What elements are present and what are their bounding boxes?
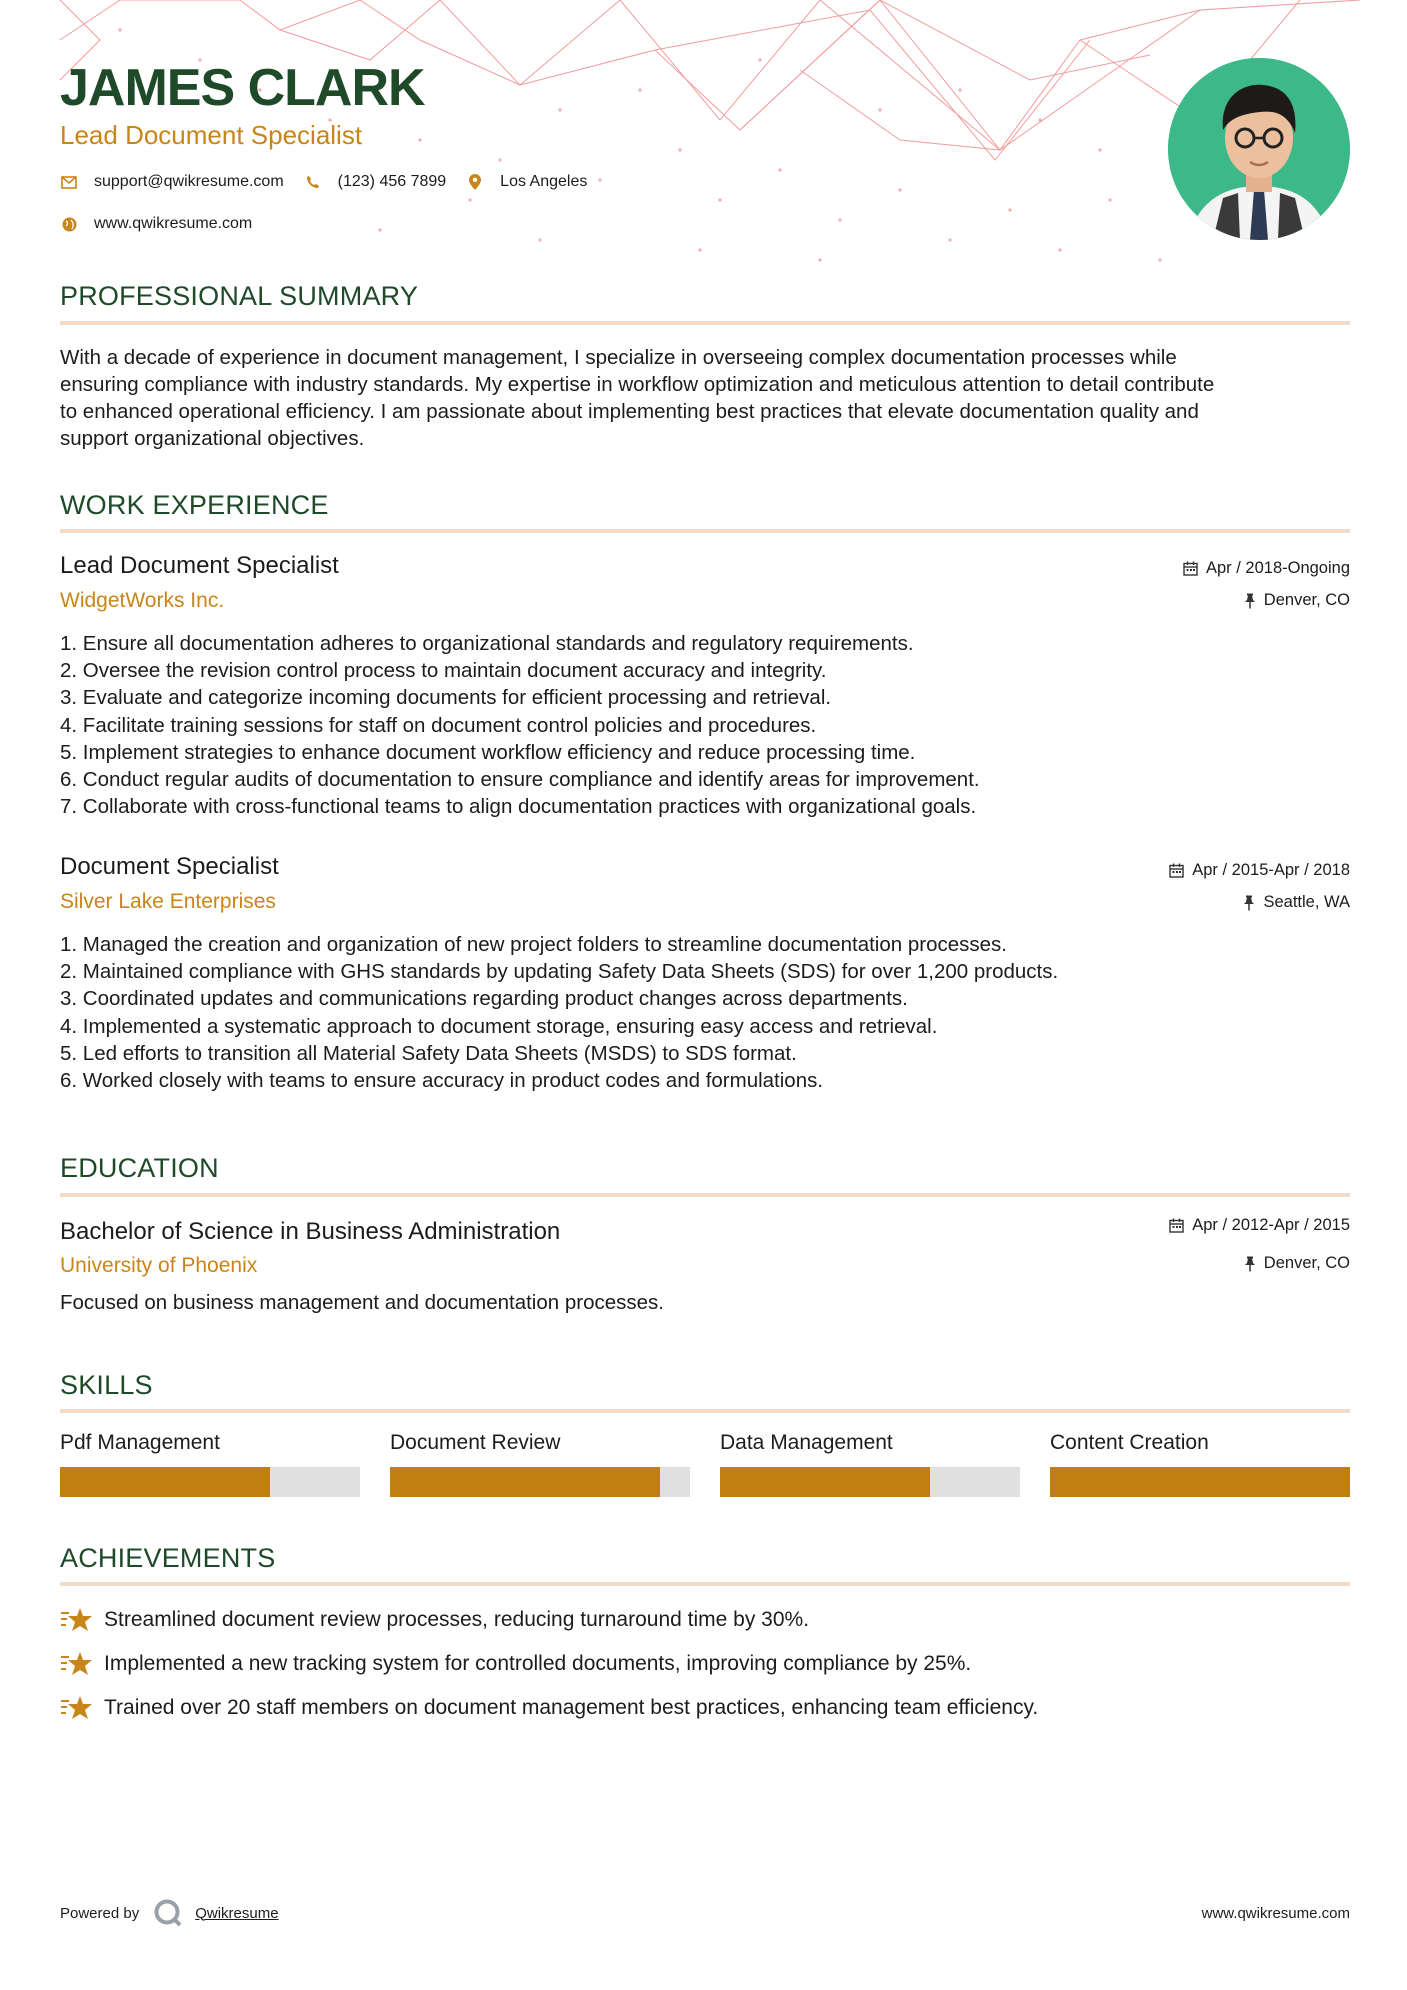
star-icon bbox=[60, 1605, 94, 1635]
list-item: 4. Facilitate training sessions for staff on document control policies and procedures. bbox=[60, 713, 817, 737]
location-text: Seattle, WA bbox=[1263, 893, 1350, 911]
list-item: 7. Collaborate with cross-functional teams to align documentation practices with organizational goals. bbox=[60, 795, 977, 819]
list-item: 1. Ensure all documentation adheres to organizational standards and regulatory requirements. bbox=[60, 632, 914, 655]
section-title-skills: SKILLS bbox=[60, 1370, 153, 1400]
section-divider bbox=[60, 1582, 1350, 1586]
map-pin-icon bbox=[466, 173, 484, 191]
achievement-text: Implemented a new tracking system for controlled documents, improving compliance by 25%. bbox=[104, 1652, 972, 1675]
skill-bar-fill bbox=[60, 1467, 270, 1497]
skill-bar bbox=[720, 1467, 1020, 1497]
footer-powered-by bbox=[60, 1898, 279, 1928]
contact-phone[interactable] bbox=[304, 173, 447, 191]
achievement-item bbox=[60, 1605, 809, 1635]
skill-bar bbox=[60, 1467, 360, 1497]
job-dates bbox=[1183, 559, 1350, 578]
job-title: Document Specialist bbox=[60, 853, 279, 880]
job-location bbox=[1244, 591, 1350, 610]
dates-text: Apr / 2012-Apr / 2015 bbox=[1192, 1216, 1350, 1234]
job-location bbox=[1243, 893, 1350, 912]
company-name: Silver Lake Enterprises bbox=[60, 890, 276, 913]
email-text: support@qwikresume.com bbox=[94, 173, 284, 190]
contact-website[interactable] bbox=[60, 215, 252, 233]
skill-item bbox=[60, 1431, 360, 1497]
section-divider bbox=[60, 529, 1350, 533]
skill-item bbox=[720, 1431, 1020, 1497]
skill-label: Content Creation bbox=[1050, 1431, 1209, 1454]
contact-email[interactable] bbox=[60, 173, 284, 191]
list-item: 3. Coordinated updates and communications regarding product changes across departments. bbox=[60, 987, 908, 1011]
contact-location bbox=[466, 173, 587, 191]
list-item: 5. Implement strategies to enhance document workflow efficiency and reduce processing time. bbox=[60, 740, 916, 764]
skill-bar-fill bbox=[390, 1467, 660, 1497]
skill-bar-fill bbox=[1050, 1467, 1350, 1497]
dates-text: Apr / 2018-Ongoing bbox=[1205, 559, 1350, 577]
school-name: University of Phoenix bbox=[60, 1254, 258, 1277]
contact-row-secondary bbox=[60, 215, 272, 233]
section-divider bbox=[60, 1193, 1350, 1197]
summary-line: ensuring compliance with industry standards. My expertise in workflow optimization and meticulous attention to detail contribute bbox=[60, 373, 1215, 396]
contact-row-primary bbox=[60, 173, 607, 191]
achievement-item bbox=[60, 1649, 971, 1679]
achievement-text: Streamlined document review processes, reducing turnaround time by 30%. bbox=[104, 1608, 810, 1631]
skill-item bbox=[1050, 1431, 1350, 1497]
section-title-education: EDUCATION bbox=[60, 1153, 219, 1183]
job-title: Lead Document Specialist bbox=[60, 552, 339, 579]
list-item: 1. Managed the creation and organization of new project folders to streamline documentation processes. bbox=[60, 933, 1007, 956]
location-text: Denver, CO bbox=[1263, 1254, 1350, 1272]
education-dates bbox=[1169, 1216, 1350, 1235]
powered-by-label: Powered by bbox=[60, 1904, 140, 1922]
star-icon bbox=[60, 1649, 94, 1679]
location-text: Denver, CO bbox=[1263, 591, 1350, 609]
star-icon bbox=[60, 1693, 94, 1723]
company-name: WidgetWorks Inc. bbox=[60, 589, 225, 612]
pushpin-icon bbox=[1244, 1256, 1256, 1272]
website-text: www.qwikresume.com bbox=[94, 215, 253, 232]
footer-website[interactable]: www.qwikresume.com bbox=[1201, 1905, 1350, 1922]
duties-list bbox=[60, 931, 1350, 1094]
avatar bbox=[1168, 58, 1350, 240]
degree-title: Bachelor of Science in Business Administration bbox=[60, 1218, 561, 1245]
pushpin-icon bbox=[1243, 895, 1255, 911]
qwikresume-logo-icon bbox=[153, 1898, 183, 1928]
section-title-achievements: ACHIEVEMENTS bbox=[60, 1543, 276, 1573]
list-item: 3. Evaluate and categorize incoming documents for efficient processing and retrieval. bbox=[60, 686, 832, 710]
section-divider bbox=[60, 321, 1350, 325]
candidate-role: Lead Document Specialist bbox=[60, 120, 363, 150]
list-item: 2. Maintained compliance with GHS standards by updating Safety Data Sheets (SDS) for over 1,200 products. bbox=[60, 960, 1059, 984]
envelope-icon bbox=[60, 173, 78, 191]
section-title-experience: WORK EXPERIENCE bbox=[60, 490, 329, 520]
calendar-icon bbox=[1183, 561, 1198, 576]
skill-bar-fill bbox=[720, 1467, 930, 1497]
education-description: Focused on business management and documentation processes. bbox=[60, 1291, 664, 1314]
education-location bbox=[1244, 1254, 1350, 1273]
candidate-name: JAMES CLARK bbox=[60, 59, 425, 117]
phone-icon bbox=[304, 173, 322, 191]
achievement-text: Trained over 20 staff members on document management best practices, enhancing team efficiency. bbox=[104, 1696, 1039, 1719]
list-item: 4. Implemented a systematic approach to document storage, ensuring easy access and retrieval. bbox=[60, 1014, 938, 1038]
skill-item bbox=[390, 1431, 690, 1497]
brand-link[interactable]: Qwikresume bbox=[195, 1904, 279, 1922]
list-item: 6. Conduct regular audits of documentation to ensure compliance and identify areas for improvement. bbox=[60, 768, 980, 792]
section-divider bbox=[60, 1409, 1350, 1413]
summary-line: support organizational objectives. bbox=[60, 427, 365, 450]
skill-label: Pdf Management bbox=[60, 1431, 220, 1454]
list-item: 2. Oversee the revision control process to maintain document accuracy and integrity. bbox=[60, 659, 827, 683]
skill-bar bbox=[390, 1467, 690, 1497]
summary-line: to enhanced operational efficiency. I am passionate about implementing best practices that elevate documentation quality and bbox=[60, 400, 1199, 423]
skill-label: Document Review bbox=[390, 1431, 561, 1454]
globe-icon bbox=[60, 215, 78, 233]
dates-text: Apr / 2015-Apr / 2018 bbox=[1192, 861, 1350, 879]
list-item: 5. Led efforts to transition all Material Safety Data Sheets (MSDS) to SDS format. bbox=[60, 1041, 797, 1065]
pushpin-icon bbox=[1244, 593, 1256, 609]
summary-line: With a decade of experience in document management, I specialize in overseeing complex documentation processes while bbox=[60, 346, 1177, 369]
phone-text: (123) 456 7899 bbox=[337, 173, 447, 190]
job-dates bbox=[1169, 861, 1350, 880]
list-item: 6. Worked closely with teams to ensure accuracy in product codes and formulations. bbox=[60, 1069, 824, 1093]
skill-label: Data Management bbox=[720, 1431, 893, 1454]
section-title-summary: PROFESSIONAL SUMMARY bbox=[60, 281, 419, 311]
skill-bar bbox=[1050, 1467, 1350, 1497]
calendar-icon bbox=[1169, 1218, 1184, 1233]
location-text: Los Angeles bbox=[500, 173, 588, 190]
summary-text bbox=[60, 344, 1350, 452]
duties-list bbox=[60, 630, 1350, 820]
profile-photo bbox=[1168, 58, 1350, 240]
calendar-icon bbox=[1169, 863, 1184, 878]
achievement-item bbox=[60, 1693, 1038, 1723]
